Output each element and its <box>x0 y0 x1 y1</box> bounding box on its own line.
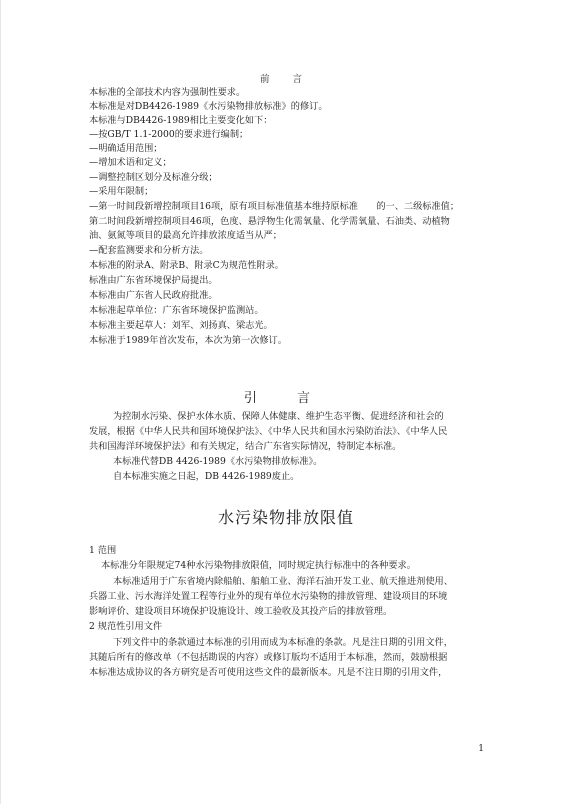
scope-line: 兵器工业、污水海洋处置工程等行业外的现有单位水污染物的排放管理、建设项目的环境 <box>89 591 448 602</box>
scope-line: 本标准适用于广东省境内除船舶、船舶工业、海洋石油开发工业、航天推进剂使用、 <box>113 576 453 587</box>
foreword-line: 本标准的全部技术内容为强制性要求。 <box>89 87 246 98</box>
introduction-line: 本标准代替DB 4426-1989《水污染物排放标准》。 <box>113 456 323 467</box>
references-line: 其随后所有的修改单（不包括勘误的内容）或修订版均不适用于本标准，然而，鼓励根据 <box>89 652 448 663</box>
introduction-line: 发展，根据《中华人民共和国环境保护法》、《中华人民共和国水污染防治法》、《中华人民 <box>89 426 448 437</box>
foreword-line: 本标准于1989年首次发布，本次为第一次修订。 <box>89 335 287 346</box>
foreword-line: 第二时间段新增控制项目46项，色度、悬浮物生化需氧量、化学需氧量、石油类、动植物 <box>89 216 450 227</box>
foreword-line: 本标准由广东省人民政府批准。 <box>89 290 218 301</box>
references-line: 本标准达成协议的各方研究是否可使用这些文件的最新版本。凡是不注日期的引用文件， <box>89 667 448 678</box>
foreword-line: 标准由广东省环境保护局提出。 <box>89 275 218 286</box>
foreword-line: 本标准主要起草人：刘军、刘扬真、梁志光。 <box>89 320 273 331</box>
foreword-line: —采用年限制； <box>89 186 154 197</box>
introduction-title: 引 言 <box>243 391 329 406</box>
scope-line: 本标准分年限规定74种水污染物排放限值，同时规定执行标准中的各种要求。 <box>101 560 416 571</box>
standard-title: 水污染物排放限值 <box>217 508 354 527</box>
foreword-line: 本标准的附录A、附录B、附录C为规范性附录。 <box>89 260 284 271</box>
foreword-line: —明确适用范围； <box>89 143 163 154</box>
page-number: 1 <box>478 744 484 754</box>
foreword-line: 油、氨氮等项目的最高允许排放浓度适当从严； <box>89 230 282 241</box>
foreword-line: —第一时间段新增控制项目16项，原有项目标准值基本维持原标准 的一、二级标准值； <box>89 201 460 212</box>
scope-line: 影响评价、建设项目环境保护设施设计、竣工验收及其投产后的排放管理。 <box>89 606 393 617</box>
foreword-line: 本标准起草单位：广东省环境保护监测站。 <box>89 305 264 316</box>
references-line: 下列文件中的条款通过本标准的引用而成为本标准的条款。凡是注日期的引用文件， <box>113 637 453 648</box>
foreword-line: 本标准与DB4426-1989相比主要变化如下： <box>89 115 273 126</box>
foreword-title: 前 言 <box>259 74 313 85</box>
introduction-line: 为控制水污染、保护水体水质、保障人体健康、维护生态平衡、促进经济和社会的 <box>113 411 444 422</box>
introduction-line: 共和国海洋环境保护法》和有关规定，结合广东省实际情况，特制定本标准。 <box>89 441 402 452</box>
section-heading-references: 2 规范性引用文件 <box>89 621 163 632</box>
section-heading-scope: 1 范围 <box>89 545 117 556</box>
foreword-line: —调整控制区划分及标准分级； <box>89 172 218 183</box>
foreword-line: —增加术语和定义； <box>89 157 172 168</box>
foreword-line: —按GB/T 1.1-2000的要求进行编制； <box>89 129 249 140</box>
foreword-line: 本标准是对DB4426-1989《水污染物排放标准》的修订。 <box>89 101 328 112</box>
introduction-line: 自本标准实施之日起，DB 4426-1989废止。 <box>113 471 300 482</box>
foreword-line: —配套监测要求和分析方法。 <box>89 245 209 256</box>
